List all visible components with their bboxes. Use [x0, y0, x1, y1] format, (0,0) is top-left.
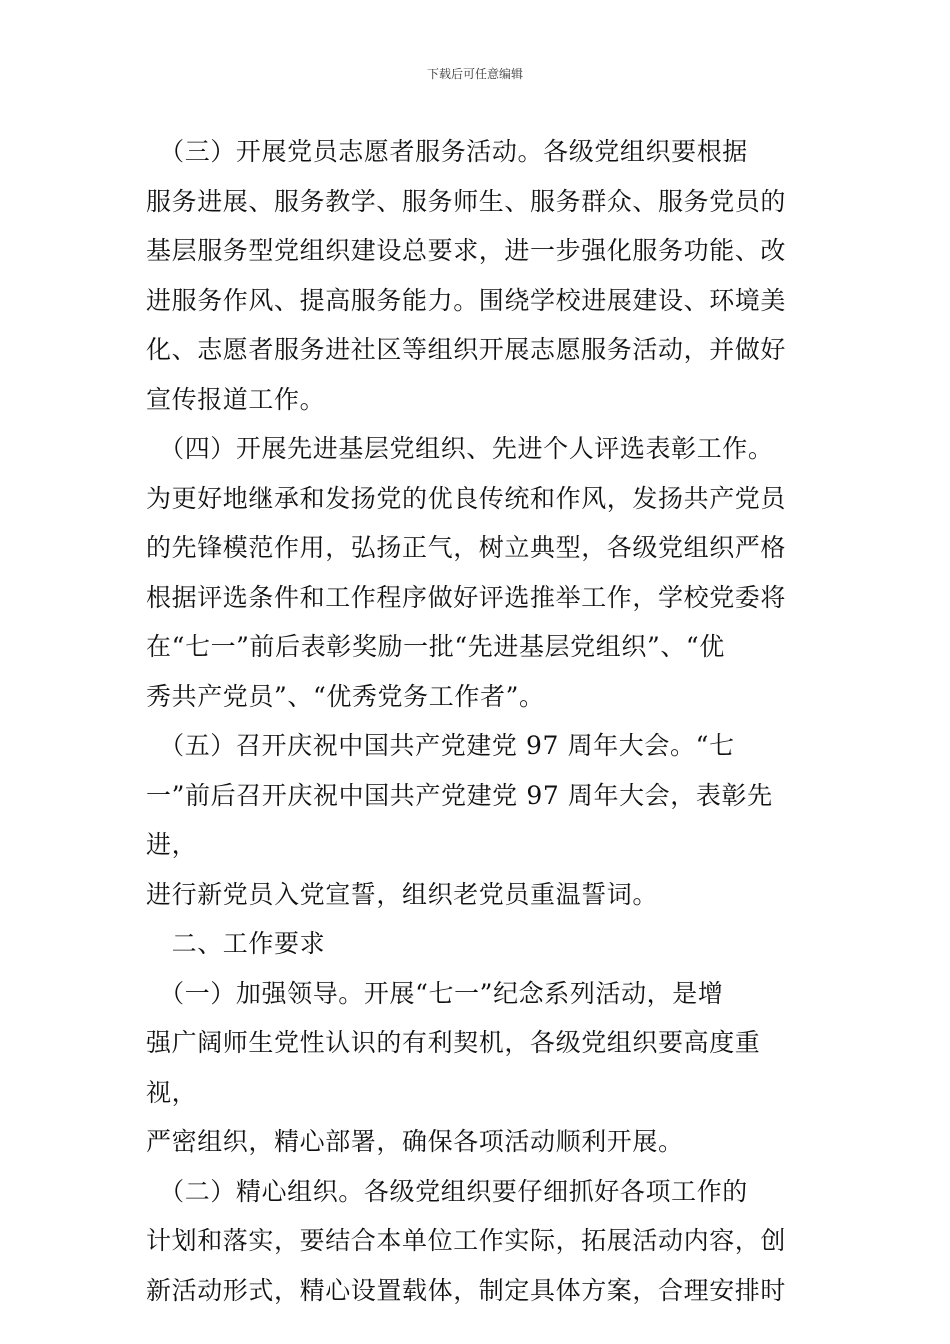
page-header: 下载后可任意编辑	[426, 67, 523, 81]
paragraph-strengthen-leadership: （一）加强领导。开展“七一”纪念系列活动，是增 强广阔师生党性认识的有利契机，各级党组织要高度重视， 严密组织，精心部署，确保各项活动顺利开展。	[146, 978, 761, 1156]
paragraph-volunteer-service: （三）开展党员志愿者服务活动。各级党组织要根据 服务进展、服务教学、服务师生、服务群众、服务党员的 基层服务型党组织建设总要求，进一步强化服务功能、改 进服务作风、提高服务能力。围绕学校进展建设、环境美 化、志愿者服务进社区等组织开展志愿服务活动，并做好 宣传报道工作。	[146, 137, 787, 414]
paragraph-careful-organization: （二）精心组织。各级党组织要仔细抓好各项工作的 计划和落实，要结合本单位工作实际，拓展活动内容，创 新活动形式，精心设置载体，制定具体方案，合理安排时	[146, 1176, 787, 1305]
paragraph-commendation: （四）开展先进基层党组织、先进个人评选表彰工作。 为更好地继承和发扬党的优良传统和作风，发扬共产党员 的先锋模范作用，弘扬正气，树立典型，各级党组织严格 根据评选条件和工作程序做好评选推举工作，学校党委将 在“七一”前后表彰奖励一批“先进基层党组织”、“优 秀共产党员”、“优秀党务工作者”。	[146, 434, 787, 711]
document-body	[146, 127, 811, 1315]
section-heading-work-requirements: 二、工作要求	[146, 929, 326, 958]
paragraph-anniversary-meeting: （五）召开庆祝中国共产党建党 97 周年大会。“七 一”前后召开庆祝中国共产党建党 97 周年大会，表彰先进， 进行新党员入党宣誓，组织老党员重温誓词。	[146, 731, 773, 909]
